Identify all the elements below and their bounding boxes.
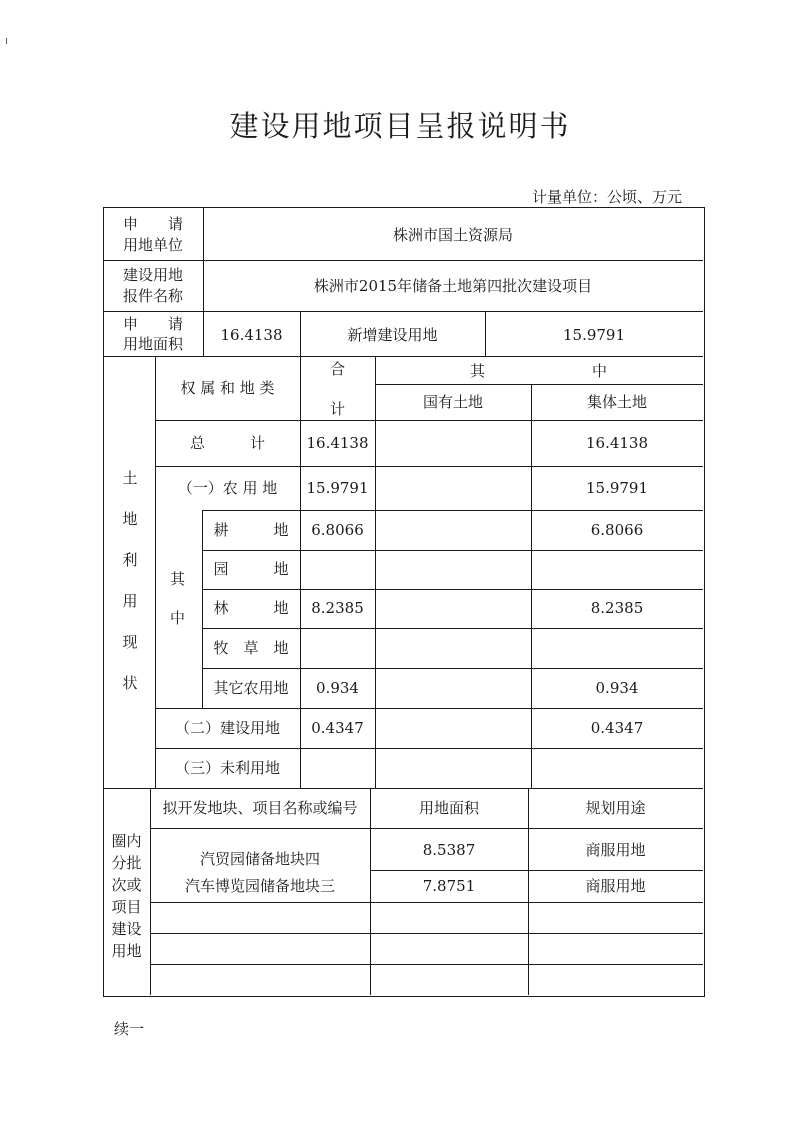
header-collective-land: 集体土地: [586, 393, 647, 411]
plot-row-2-name: 汽车博览园储备地块三: [184, 877, 335, 895]
new-construction-label: 新增建设用地: [347, 326, 438, 344]
row-construction-collective: 0.4347: [590, 719, 644, 737]
plots-header-name: 拟开发地块、项目名称或编号: [162, 799, 358, 817]
row-total-collective: 16.4138: [585, 434, 649, 452]
row-label-pasture: 牧 草 地: [213, 639, 289, 657]
document-title: 建设用地项目呈报说明书: [229, 109, 571, 143]
scan-mark: [6, 38, 7, 44]
applicant-label-line1: 申 请: [122, 215, 183, 233]
unit-label: 计量单位：公顷、万元: [531, 188, 682, 206]
header-category: 权 属 和 地 类: [180, 379, 275, 397]
area-label-line2: 用地面积: [122, 335, 183, 353]
row-label-forest: 林 地: [213, 599, 289, 617]
subgroup-label-2: 中: [170, 609, 186, 627]
area-label-line1: 申 请: [122, 315, 183, 333]
plots-side-label: 圈内 分批 次或 项目 建设 用地: [111, 832, 142, 960]
row-agricultural-collective: 15.9791: [585, 479, 649, 497]
row-label-unused: （三）未利用地: [174, 759, 280, 777]
plot-row-1-area: 8.5387: [422, 841, 476, 859]
row-label-total: 总 计: [189, 434, 265, 452]
continuation-label: 续一: [114, 1020, 145, 1038]
applicant-value: 株洲市国土资源局: [392, 226, 513, 244]
land-use-side-label: 土 地 利 用 现 状: [122, 469, 138, 692]
row-label-agricultural: （一）农 用 地: [177, 479, 278, 497]
row-total-total: 16.4138: [306, 434, 369, 452]
applicant-label-line2: 用地单位: [122, 236, 183, 254]
new-construction-value: 15.9791: [562, 326, 626, 344]
subgroup-label-1: 其: [170, 570, 186, 588]
row-forest-total: 8.2385: [311, 599, 364, 617]
plots-header-use: 规划用途: [585, 799, 646, 817]
project-value: 株洲市2015年储备土地第四批次建设项目: [313, 277, 593, 295]
header-total-2: 计: [329, 400, 345, 418]
header-among-2: 中: [592, 362, 608, 380]
row-cultivated-total: 6.8066: [311, 521, 364, 539]
row-label-construction: （二）建设用地: [174, 719, 280, 737]
row-cultivated-collective: 6.8066: [590, 521, 644, 539]
row-construction-total: 0.4347: [311, 719, 364, 737]
row-label-cultivated: 耕 地: [213, 521, 289, 539]
row-forest-collective: 8.2385: [590, 599, 644, 617]
project-label-line2: 报件名称: [122, 287, 183, 305]
plot-row-1-name: 汽贸园储备地块四: [199, 850, 320, 868]
row-other-agricultural-total: 0.934: [316, 679, 359, 697]
row-label-garden: 园 地: [213, 560, 289, 578]
area-total: 16.4138: [220, 326, 283, 344]
project-label-line1: 建设用地: [122, 266, 183, 284]
header-state-land: 国有土地: [422, 393, 483, 411]
row-agricultural-total: 15.9791: [306, 479, 369, 497]
row-label-other-agricultural: 其它农用地: [213, 679, 289, 697]
header-total-1: 合: [329, 360, 345, 378]
plot-row-1-use: 商服用地: [585, 841, 646, 859]
plot-row-2-area: 7.8751: [422, 877, 476, 895]
row-other-agricultural-collective: 0.934: [595, 679, 639, 697]
plots-header-area: 用地面积: [418, 799, 479, 817]
header-among-1: 其: [470, 362, 486, 380]
plot-row-2-use: 商服用地: [585, 877, 646, 895]
